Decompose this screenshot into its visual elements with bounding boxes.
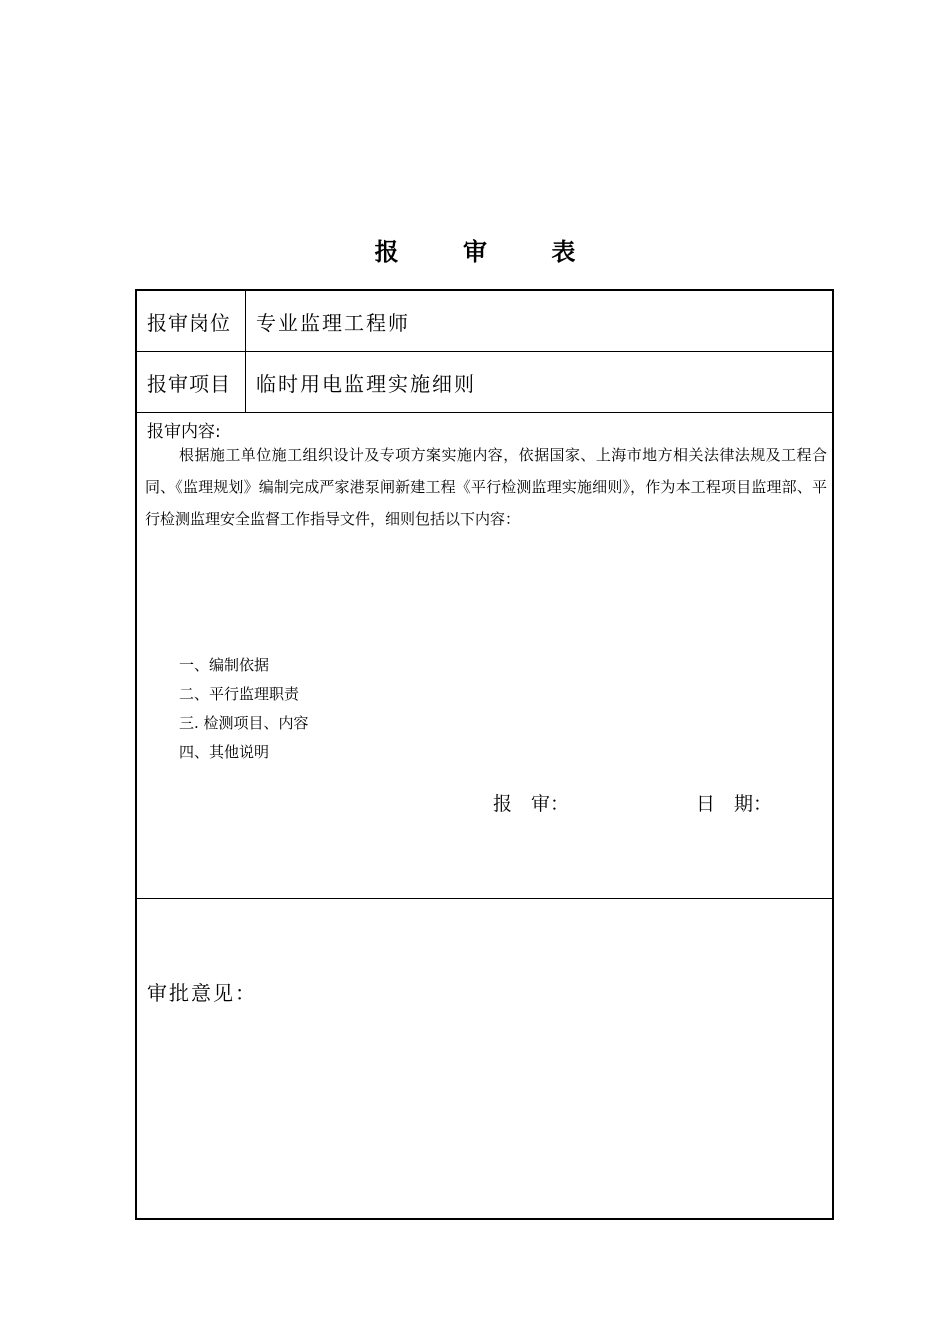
content-paragraph: 根据施工单位施工组织设计及专项方案实施内容，依据国家、上海市地方相关法律法规及工程合同、《监理规划》编制完成严家港泵闸新建工程《平行检测监理实施细则》，作为本工程项目监理部、平行检测监理安全监督工作指导文件，细则包括以下内容： — [145, 446, 827, 528]
review-form — [135, 289, 834, 1220]
position-label: 报审岗位 — [137, 291, 246, 351]
content-label: 报审内容: — [147, 422, 221, 442]
approval-label: 审批意见： — [147, 981, 257, 1005]
list-item: 四、其他说明 — [179, 743, 270, 761]
project-value: 临时用电监理实施细则 — [256, 371, 476, 396]
date-label: 日 期： — [696, 793, 773, 815]
list-item: 一、编制依据 — [179, 656, 270, 674]
position-value: 专业监理工程师 — [256, 310, 410, 335]
submit-label: 报 审： — [493, 793, 570, 815]
project-row — [137, 352, 832, 413]
content-section — [137, 413, 832, 899]
project-label: 报审项目 — [137, 352, 246, 412]
list-item: 三. 检测项目、内容 — [179, 714, 309, 732]
position-row — [137, 291, 832, 352]
page-title: 报 审 表 — [374, 237, 604, 266]
list-item: 二、平行监理职责 — [179, 685, 300, 703]
